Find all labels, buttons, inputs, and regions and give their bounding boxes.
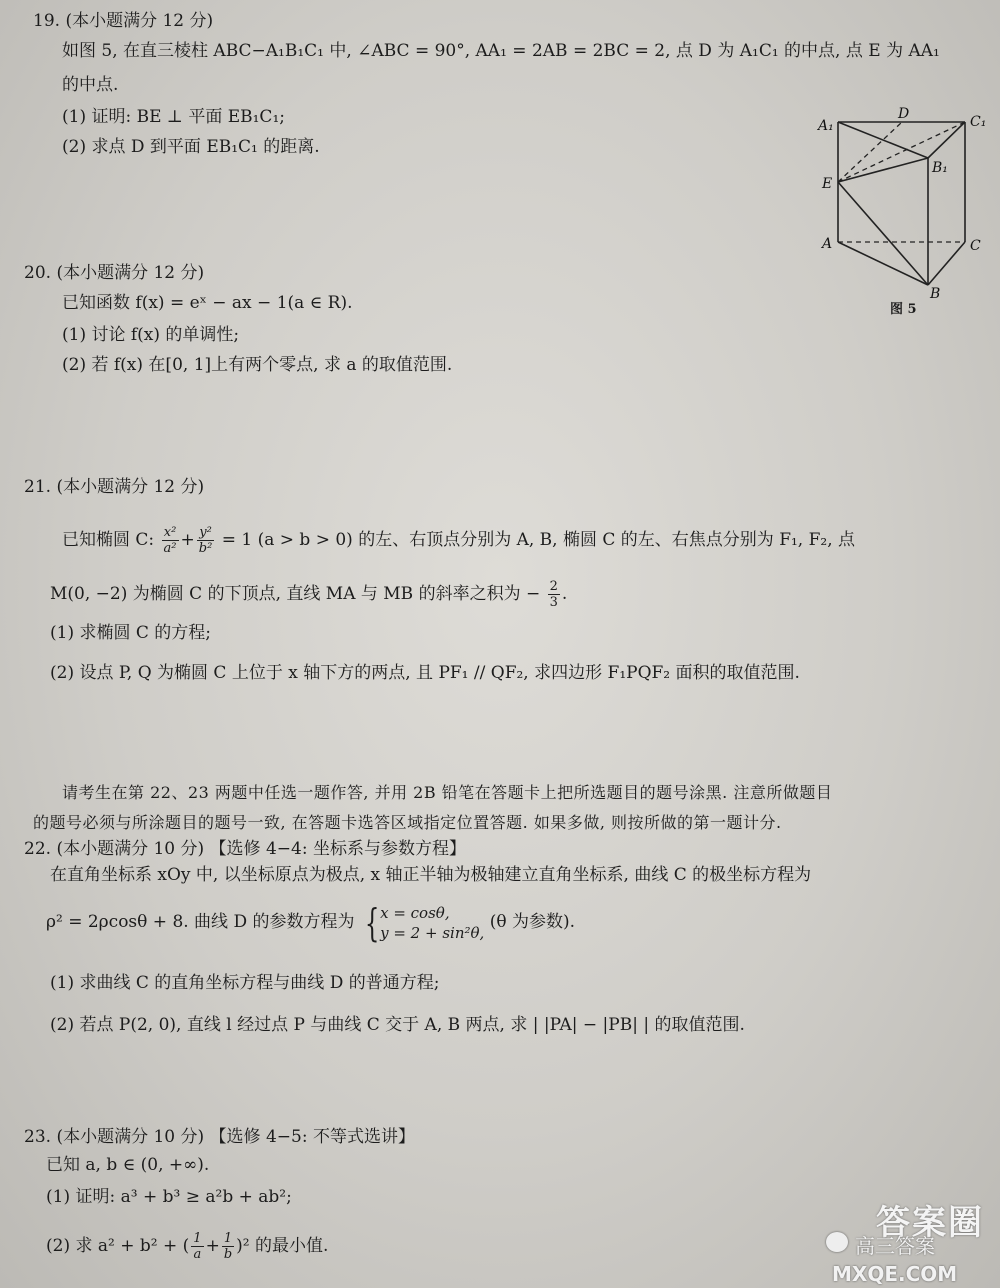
watermark-account: 高三答案 <box>855 1234 935 1258</box>
q23-part1: (1) 证明: a³ + b³ ≥ a²b + ab²; <box>46 1187 292 1207</box>
q22-line2-prefix: ρ² = 2ρcosθ + 8. 曲线 D 的参数方程为 <box>46 912 355 932</box>
edge-a1b1 <box>838 122 928 158</box>
label-b: B <box>930 286 941 302</box>
q21-line2-suffix: . <box>561 584 568 604</box>
q22-stem-line1: 在直角坐标系 xOy 中, 以坐标原点为极点, x 轴正半轴为极轴建立直角坐标系, 曲线 C 的极坐标方程为 <box>50 865 812 885</box>
watermark-brand: 答案圈 <box>876 1203 984 1243</box>
q19-part1: (1) 证明: BE ⊥ 平面 EB₁C₁; <box>62 107 285 127</box>
wechat-icon <box>826 1232 848 1252</box>
q19-stem-line1: 如图 5, 在直三棱柱 ABC−A₁B₁C₁ 中, ∠ABC = 90°, AA₁ = 2AB = 2BC = 2, 点 D 为 A₁C₁ 的中点, 点 E 为 AA₁ <box>62 41 940 61</box>
q23-stem: 已知 a, b ∈ (0, +∞). <box>46 1155 210 1175</box>
q21-line2-prefix: M(0, −2) 为椭圆 C 的下顶点, 直线 MA 与 MB 的斜率之积为 − <box>50 584 541 604</box>
parametric-system <box>380 903 484 943</box>
system-eq-y: y = 2 + sin²θ, <box>380 923 485 942</box>
q22-title: 22. (本小题满分 10 分) 【选修 4−4: 坐标系与参数方程】 <box>24 839 466 859</box>
label-a1: A₁ <box>818 118 834 134</box>
q23-part2-suffix: )² 的最小值. <box>236 1236 329 1256</box>
edge-cb <box>928 242 965 285</box>
system-brace: { <box>364 900 380 945</box>
q19-title: 19. (本小题满分 12 分) <box>33 11 214 31</box>
label-d: D <box>898 106 910 122</box>
q22-part2: (2) 若点 P(2, 0), 直线 l 经过点 P 与曲线 C 交于 A, B 两点, 求 | |PA| − |PB| | 的取值范围. <box>50 1015 745 1035</box>
q21-stem-suffix: = 1 (a > b > 0) 的左、右顶点分别为 A, B, 椭圆 C 的左、右焦点分别为 F₁, F₂, 点 <box>221 530 856 550</box>
q21-stem-prefix: 已知椭圆 C: <box>62 530 155 550</box>
watermark-url: MXQE.COM <box>832 1262 958 1286</box>
figure-caption: 图 5 <box>890 302 917 317</box>
label-a: A <box>822 236 833 252</box>
q23-part2 <box>46 1226 328 1266</box>
q21-title: 21. (本小题满分 12 分) <box>24 477 205 497</box>
fraction-one-over-a: $\frac{1}{a}$ <box>193 1231 202 1262</box>
q23-title: 23. (本小题满分 10 分) 【选修 4−5: 不等式选讲】 <box>24 1127 415 1147</box>
q20-title: 20. (本小题满分 12 分) <box>24 263 205 283</box>
plus-sign: + <box>180 530 195 550</box>
q20-stem: 已知函数 f(x) = eˣ − ax − 1(a ∈ R). <box>62 293 353 313</box>
q20-part1: (1) 讨论 f(x) 的单调性; <box>62 325 240 345</box>
label-b1: B₁ <box>932 160 948 176</box>
edge-c1b1 <box>928 122 965 158</box>
fraction-y2-b2: $\frac{\text{y²}}{\text{b²}}$ <box>198 525 213 556</box>
q22-line2-suffix: (θ 为参数). <box>489 912 576 932</box>
system-eq-x: x = cosθ, <box>380 903 450 922</box>
edge-ab <box>838 242 928 285</box>
elective-note-line2: 的题号必须与所涂题目的题号一致, 在答题卡选答区域指定位置答题. 如果多做, 则按所做的第一题计分. <box>33 813 782 832</box>
label-e: E <box>822 176 833 192</box>
q22-part1: (1) 求曲线 C 的直角坐标方程与曲线 D 的普通方程; <box>50 973 440 993</box>
q21-part2: (2) 设点 P, Q 为椭圆 C 上位于 x 轴下方的两点, 且 PF₁ // QF₂, 求四边形 F₁PQF₂ 面积的取值范围. <box>50 663 800 683</box>
q21-stem-line2 <box>50 576 567 612</box>
q20-part2: (2) 若 f(x) 在[0, 1]上有两个零点, 求 a 的取值范围. <box>62 355 453 375</box>
prism-figure <box>810 100 1000 320</box>
fraction-one-over-b: $\frac{1}{b}$ <box>223 1231 233 1262</box>
q23-part2-prefix: (2) 求 a² + b² + ( <box>46 1236 190 1256</box>
q21-stem-line1 <box>62 522 855 558</box>
fraction-x2-a2: $\frac{\text{x²}}{\text{a²}}$ <box>163 525 177 556</box>
fraction-plus: + <box>205 1236 220 1256</box>
elective-note-line1: 请考生在第 22、23 两题中任选一题作答, 并用 2B 铅笔在答题卡上把所选题目的题号涂黑. 注意所做题目 <box>62 783 833 802</box>
q21-part1: (1) 求椭圆 C 的方程; <box>50 623 212 643</box>
q19-stem-line2: 的中点. <box>62 75 119 95</box>
fraction-two-thirds: $\frac{2}{3}$ <box>549 579 558 610</box>
segment-eb <box>838 182 928 285</box>
label-c1: C₁ <box>970 114 987 130</box>
q19-part2: (2) 求点 D 到平面 EB₁C₁ 的距离. <box>62 137 320 157</box>
label-c: C <box>970 238 981 254</box>
q22-stem-line2 <box>46 900 575 944</box>
